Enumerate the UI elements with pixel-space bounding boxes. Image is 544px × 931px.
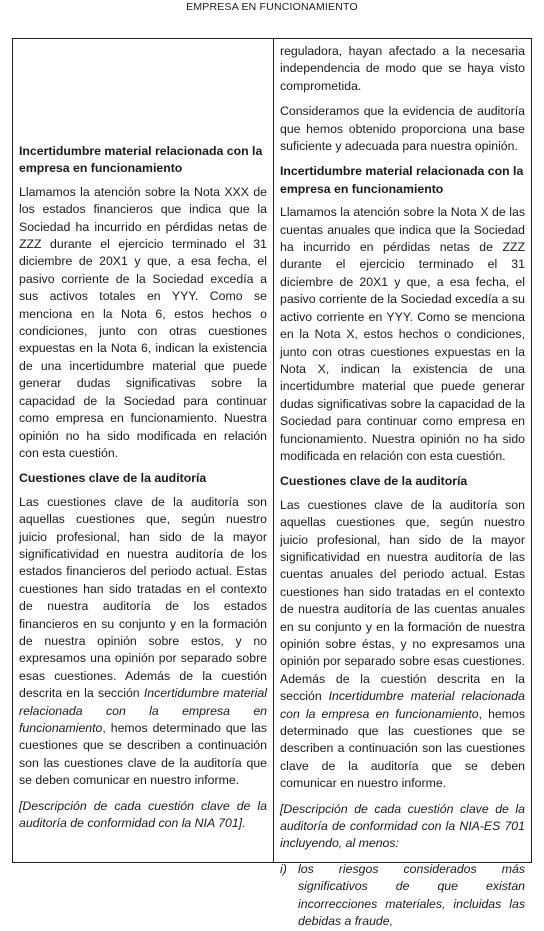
right-paragraph-key-audit-matters bbox=[280, 497, 525, 793]
left-kam-text-start: Las cuestiones clave de la auditoría son aquellas cuestiones que, según nuestro juicio profesional, han sido de la mayor significatividad en nuestra auditoría de los estados financieros del periodo actual. Estas cuestiones han sido tratadas en el contexto de nuestra auditoría de los estados financieros en su conjunto y en la formación de nuestra opinión sobre estos, y no expresamos una opinión por separado sobre esas cuestiones. Además de la cuestión descrita en la sección bbox=[19, 494, 267, 701]
right-list-item-number: i) bbox=[280, 861, 287, 876]
right-column bbox=[274, 39, 531, 931]
right-paragraph-independence: reguladora, hayan afectado a la necesaria independencia de modo que se haya visto comprometida. bbox=[280, 44, 525, 93]
right-kam-text-end: , hemos determinado que las cuestiones que se describen a continuación son las cuestiones clave de la auditoría que se deben comunicar en nuestro informe. bbox=[280, 706, 526, 791]
right-kam-text-start: Las cuestiones clave de la auditoría son aquellas cuestiones que, según nuestro juicio profesional, han sido de la mayor significatividad en nuestra auditoría de las cuentas anuales del periodo actual. Estas cuestiones han sido tratadas en el contexto de nuestra auditoría de las cuentas anuales en su conjunto y en la formación de nuestra opinión sobre éstas, y no expresamos una opinión por separado sobre esas cuestiones. Además de la cuestión descrita en la sección bbox=[280, 497, 525, 704]
right-heading-key-audit-matters: Cuestiones clave de la auditoría bbox=[280, 474, 468, 489]
comparison-table bbox=[12, 38, 532, 929]
left-column bbox=[13, 39, 273, 840]
right-kam-section-reference: Incertidumbre material relacionada con la empresa en funcionamiento bbox=[280, 689, 525, 721]
left-heading-key-audit-matters: Cuestiones clave de la auditoría bbox=[19, 471, 207, 486]
right-heading-going-concern: Incertidumbre material relacionada con la empresa en funcionamiento bbox=[280, 164, 524, 196]
right-paragraph-going-concern: Llamamos la atención sobre la Nota X de las cuentas anuales que indica que la Sociedad ha incurrido en pérdidas netas de ZZZ durante el ejercicio terminado el 31 diciembre de 20X1 y que, a esa fecha, el pasivo corriente de la Sociedad excedía a su activo corriente en YYY. Como se menciona en la Nota X, estos hechos o condiciones, junto con otras cuestiones expuestas en la Nota X, indican la existencia de una incertidumbre material que puede generar dudas significativas sobre la capacidad de la Sociedad para continuar como empresa en funcionamiento. Nuestra opinión no ha sido modificada en relación con esta cuestión. bbox=[280, 205, 525, 463]
page-header: EMPRESA EN FUNCIONAMIENTO bbox=[186, 1, 358, 13]
left-kam-section-reference: Incertidumbre material relacionada con la empresa en funcionamiento bbox=[19, 686, 267, 735]
left-kam-text-end: , hemos determinado que las cuestiones que se describen a continuación son las cuestiones clave de la auditoría que se deben comunicar en nuestro informe. bbox=[19, 721, 267, 788]
right-paragraph-evidence: Consideramos que la evidencia de auditoría que hemos obtenido proporciona una base suficiente y adecuada para nuestra opinión. bbox=[280, 104, 525, 154]
right-list-item bbox=[280, 861, 525, 931]
right-list-item-text: los riesgos considerados más significativos de que existan incorrecciones materiales, incluidas las debidas a fraude, bbox=[298, 861, 525, 929]
right-kam-description-note: [Descripción de cada cuestión clave de la auditoría de conformidad con la NIA-ES 701 incluyendo, al menos: bbox=[280, 801, 525, 851]
left-paragraph-going-concern: Llamamos la atención sobre la Nota XXX de los estados financieros que indica que la Sociedad ha incurrido en pérdidas netas de ZZZ durante el ejercicio terminado el 31 diciembre de 20X1 y que, a esa fecha, el pasivo corriente de la Sociedad excedía a sus activos totales en YYY. Como se menciona en la Nota 6, estos hechos o condiciones, junto con otras cuestiones expuestas en la Nota 6, indican la existencia de una incertidumbre material que puede generar dudas significativas sobre la capacidad de la Sociedad para continuar como empresa en funcionamiento. Nuestra opinión no ha sido modificada en relación con esta cuestión. bbox=[19, 184, 267, 460]
left-kam-description-note: [Descripción de cada cuestión clave de la auditoría de conformidad con la NIA 701]. bbox=[19, 798, 267, 831]
left-paragraph-key-audit-matters bbox=[19, 494, 267, 790]
left-heading-going-concern: Incertidumbre material relacionada con la empresa en funcionamiento bbox=[19, 144, 263, 176]
